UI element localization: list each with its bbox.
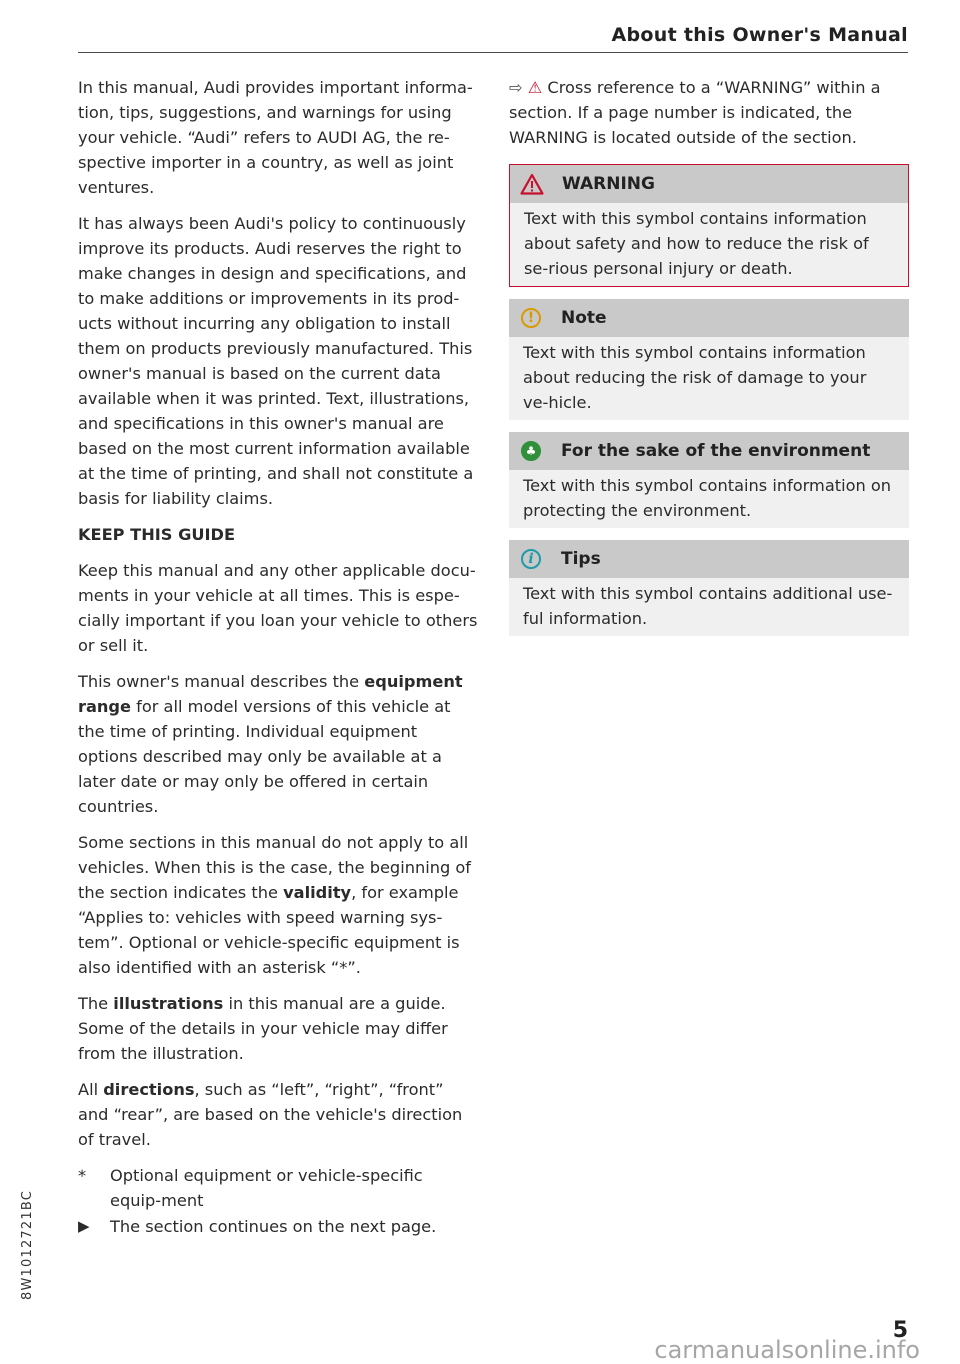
note-exclamation-icon (519, 306, 543, 330)
bold-term: validity (283, 883, 352, 902)
environment-box-title: For the sake of the environment (561, 440, 871, 461)
tips-box-body: Text with this symbol contains additional use-ful information. (509, 578, 909, 636)
tree-icon (519, 439, 543, 463)
running-header: About this Owner's Manual (611, 24, 908, 46)
warning-triangle-icon (520, 172, 544, 196)
environment-box (509, 432, 909, 528)
footnote-asterisk (78, 1163, 478, 1213)
continue-arrow-icon: ▶ (78, 1217, 90, 1235)
info-icon (519, 547, 543, 571)
text-run: , such as “left”, “right”, “front” and “rear”, are based on the vehicle's direction of travel. (78, 1080, 463, 1149)
validity-paragraph (78, 830, 478, 980)
note-box-header (509, 299, 909, 337)
crossref-paragraph (509, 75, 909, 150)
text-run: All (78, 1080, 104, 1099)
document-code: 8W1012721BC (20, 1190, 35, 1300)
bold-term: directions (103, 1080, 195, 1099)
tips-box (509, 540, 909, 636)
note-box-title: Note (561, 307, 607, 328)
continues-text: The section continues on the next page. (110, 1217, 437, 1236)
header-rule (78, 52, 908, 53)
bold-term: equipment range (78, 672, 463, 716)
env-icon-glyph: ♣ (521, 441, 541, 461)
page-number: 5 (892, 1318, 908, 1343)
text-run: , for example “Applies to: vehicles with speed warning sys-tem”. Optional or vehicle-specific equipment is also identified with an asterisk “*”. (78, 883, 460, 977)
warning-box-body: Text with this symbol contains information about safety and how to reduce the risk of se-rious personal injury or death. (510, 203, 908, 286)
footnote-continues (78, 1214, 478, 1239)
note-box-body: Text with this symbol contains information about reducing the risk of damage to your ve-hicle. (509, 337, 909, 420)
text-run: in this manual are a guide. Some of the details in your vehicle may differ from the illustration. (78, 994, 448, 1063)
keep-guide-paragraph: Keep this manual and any other applicable docu-ments in your vehicle at all times. This is espe-cially important if you loan your vehicle to others or sell it. (78, 561, 478, 655)
warning-box-header (510, 165, 908, 203)
bold-term: illustrations (113, 994, 224, 1013)
info-icon-glyph: i (521, 549, 541, 569)
asterisk-symbol: * (78, 1166, 87, 1185)
watermark: carmanualsonline.info (654, 1336, 920, 1364)
directions-paragraph (78, 1077, 478, 1152)
note-icon-glyph: ! (521, 308, 541, 328)
policy-paragraph: It has always been Audi's policy to continuously improve its products. Audi reserves the right to make changes in design and specifications, and to make additions or improvements in its prod-ucts without incurring any obligation to install them on products previously manufactured. This owner's manual is based on the current data available when it was printed. Text, illustrations, and specifications in this owner's manual are based on the most current information available at the time of printing, and shall not constitute a basis for liability claims. (78, 214, 474, 508)
keep-guide-heading: KEEP THIS GUIDE (78, 525, 236, 544)
crossref-arrow-icon: ⇨ (509, 78, 523, 97)
right-column (509, 75, 909, 648)
tips-box-title: Tips (561, 548, 601, 569)
left-column (78, 75, 478, 1239)
text-run: The (78, 994, 114, 1013)
text-run: This owner's manual describes the (78, 672, 365, 691)
intro-paragraph: In this manual, Audi provides important informa-tion, tips, suggestions, and warnings for using your vehicle. “Audi” refers to AUDI AG, the re-spective importer in a country, as well as joint ventures. (78, 78, 473, 197)
note-box (509, 299, 909, 420)
warning-box-title: WARNING (562, 173, 655, 194)
text-run: Some sections in this manual do not apply to all vehicles. When this is the case, the beginning of the section indicates the (78, 833, 471, 902)
warning-box (509, 164, 909, 287)
text-run: for all model versions of this vehicle at the time of printing. Individual equipment options described may only be available at a later date or may only be offered in certain countries. (78, 697, 451, 816)
illustrations-paragraph (78, 991, 478, 1066)
crossref-text: Cross reference to a “WARNING” within a section. If a page number is indicated, the WARNING is located outside of the section. (509, 78, 881, 147)
tips-box-header (509, 540, 909, 578)
footnote-text: Optional equipment or vehicle-specific equip-ment (110, 1166, 423, 1210)
environment-box-body: Text with this symbol contains information on protecting the environment. (509, 470, 909, 528)
equipment-paragraph (78, 669, 478, 819)
environment-box-header (509, 432, 909, 470)
warning-triangle-icon: ⚠ (527, 78, 543, 97)
